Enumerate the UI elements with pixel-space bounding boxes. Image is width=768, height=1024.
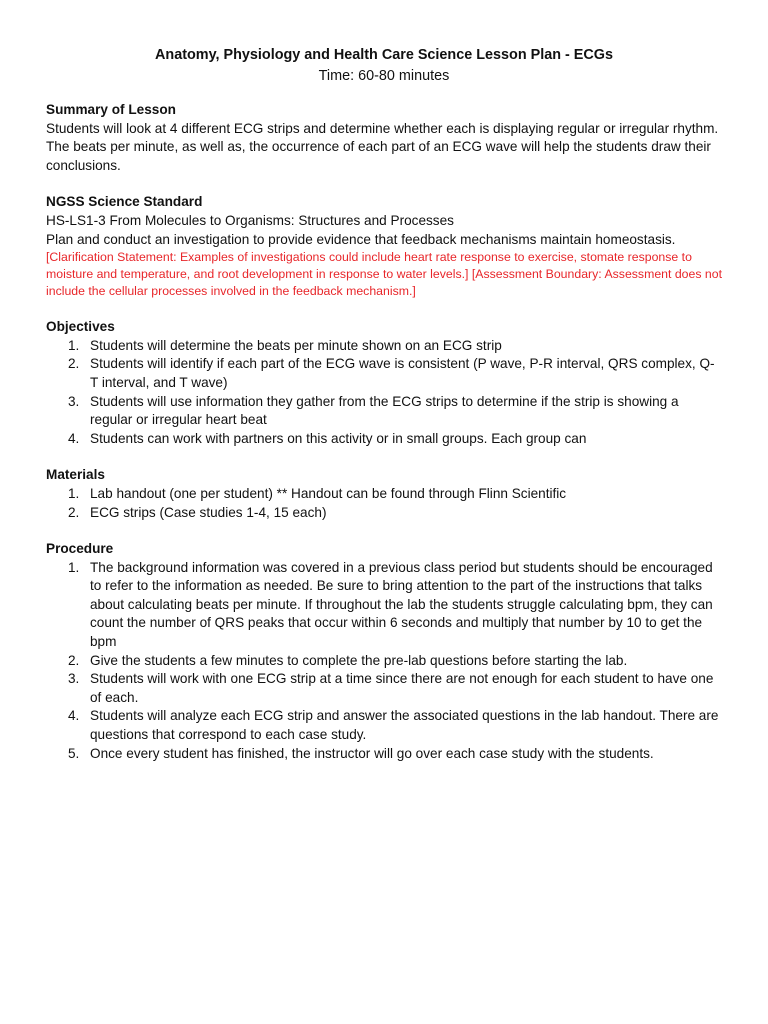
procedure-list [46, 559, 722, 764]
materials-heading: Materials [46, 467, 105, 483]
list-number: 5. [68, 745, 80, 761]
procedure-item [46, 559, 722, 652]
list-number: 1. [68, 337, 80, 353]
list-number: 4. [68, 430, 80, 446]
material-item [46, 485, 722, 504]
summary-section [46, 101, 722, 175]
procedure-text: Give the students a few minutes to complete the pre-lab questions before starting the lab. [90, 652, 628, 668]
materials-list [46, 485, 722, 522]
procedure-text: Students will work with one ECG strip at a time since there are not enough for each student to have one of each. [90, 671, 714, 705]
objective-text: Students will determine the beats per minute shown on an ECG strip [90, 337, 502, 353]
objective-item [46, 393, 722, 430]
ngss-clarification: [Clarification Statement: Examples of investigations could include heart rate response to exercise, stomate response to moisture and temperature, and root development in response to water levels.] [Assessment Boundary: Assessment does not include the cellular processes involved in the feedback mechanism.] [46, 250, 723, 299]
objective-item [46, 355, 722, 392]
objectives-heading: Objectives [46, 319, 115, 335]
objective-text: Students can work with partners on this activity or in small groups. Each group can [90, 430, 587, 446]
material-text: Lab handout (one per student) ** Handout can be found through Flinn Scientific [90, 485, 567, 501]
ngss-heading: NGSS Science Standard [46, 194, 203, 210]
objectives-list [46, 337, 722, 449]
objective-item [46, 430, 722, 449]
material-text: ECG strips (Case studies 1-4, 15 each) [90, 504, 327, 520]
procedure-text: Once every student has finished, the instructor will go over each case study with the students. [90, 745, 654, 761]
objective-item [46, 337, 722, 356]
time-line: Time: 60-80 minutes [318, 68, 450, 84]
procedure-text: The background information was covered in a previous class period but students should be encouraged to refer to the information as needed. Be sure to bring attention to the part of the instructions that talks about calculating beats per minute. If throughout the lab the students struggle calculating bpm, they can count the number of QRS peaks that occur within 6 seconds and multiply that number by 10 to get the bpm [90, 559, 713, 650]
procedure-item [46, 670, 722, 707]
list-number: 4. [68, 708, 80, 724]
list-number: 2. [68, 356, 80, 372]
document-title: Anatomy, Physiology and Health Care Science Lesson Plan - ECGs [155, 47, 613, 63]
list-number: 3. [68, 393, 80, 409]
ngss-statement: Plan and conduct an investigation to provide evidence that feedback mechanisms maintain homeostasis. [46, 231, 676, 247]
materials-section [46, 466, 722, 522]
list-number: 2. [68, 504, 80, 520]
list-number: 3. [68, 671, 80, 687]
list-number: 1. [68, 559, 80, 575]
procedure-item [46, 652, 722, 671]
ngss-code: HS-LS1-3 From Molecules to Organisms: Structures and Processes [46, 212, 454, 228]
list-number: 2. [68, 652, 80, 668]
procedure-heading: Procedure [46, 541, 114, 557]
procedure-text: Students will analyze each ECG strip and answer the associated questions in the lab handout. There are questions that correspond to each case study. [90, 708, 719, 743]
list-number: 1. [68, 485, 80, 501]
objectives-section [46, 318, 722, 448]
procedure-item [46, 745, 722, 764]
ngss-section [46, 193, 722, 300]
procedure-item [46, 707, 722, 744]
procedure-section [46, 540, 722, 763]
summary-heading: Summary of Lesson [46, 102, 176, 117]
objective-text: Students will use information they gather from the ECG strips to determine if the strip is showing a regular or irregular heart beat [90, 393, 679, 428]
objective-text: Students will identify if each part of the ECG wave is consistent (P wave, P-R interval, QRS complex, Q-T interval, and T wave) [90, 356, 715, 390]
summary-text: Students will look at 4 different ECG strips and determine whether each is displaying regular or irregular rhythm. The beats per minute, as well as, the occurrence of each part of an ECG wave will help the students draw their conclusions. [46, 120, 719, 173]
material-item [46, 504, 722, 523]
